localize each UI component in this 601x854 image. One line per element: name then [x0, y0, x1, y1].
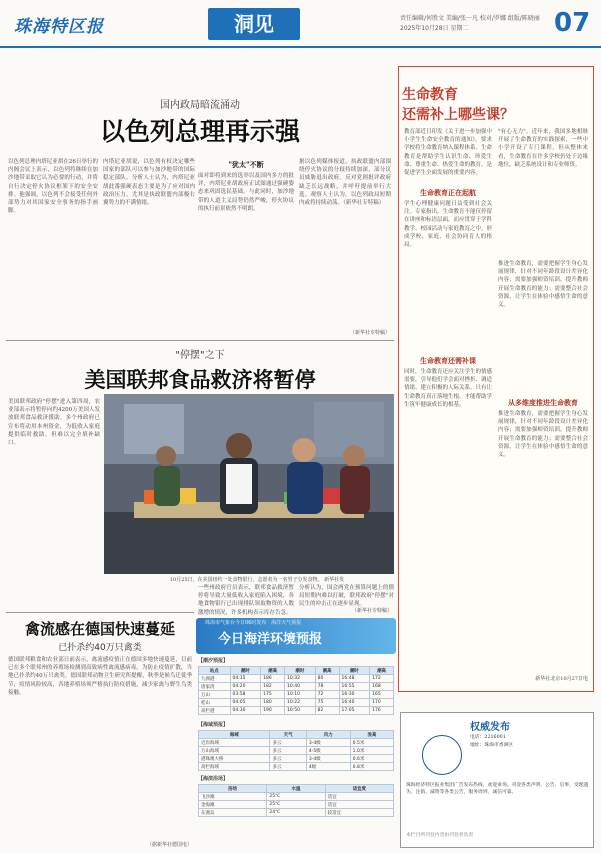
classified-logo-icon: [422, 735, 462, 775]
germany-headline: 禽流感在德国快速蔓延: [24, 620, 175, 638]
tide-table: [198, 666, 394, 715]
sea-cell: 港珠澳大桥: [199, 755, 270, 763]
sea-cell: 0.5米: [350, 739, 393, 747]
beach-row: [199, 793, 394, 801]
tide-cell: 80: [315, 675, 339, 683]
sea-cell: 1.0米: [350, 747, 393, 755]
tide-cell: 04:15: [230, 675, 261, 683]
masthead-meta: [400, 14, 550, 34]
beach-header-cell: 适宜度: [325, 785, 393, 793]
tide-header-cell: 潮高: [370, 667, 394, 675]
germany-byline: （据新华社德国电）: [146, 842, 192, 848]
tide-row: [199, 699, 394, 707]
food-bank-photo: [104, 394, 394, 574]
us-kicker: "停摆"之下: [175, 350, 225, 361]
israel-col-2: 内塔尼亚胡说，以色列有权决定哪些国家的部队可以参与加沙地带的国际稳定部队。分析人士认为，内塔尼亚胡此番强硬表态主要是为了应对国内政治压力，尤其是执政联盟内部极右翼势力的不满情绪。: [103, 159, 195, 207]
sea-header-cell: 海域: [199, 731, 270, 739]
tide-cell: 17:05: [339, 707, 370, 715]
tide-title: 【潮汐预报】: [198, 658, 229, 664]
tide-cell: 16:48: [339, 675, 370, 683]
life-edu-headline-2: 还需补上哪些课？: [402, 107, 514, 123]
sea-header-cell: 浪高: [350, 731, 393, 739]
tide-row: [199, 707, 394, 715]
tide-cell: 高栏港: [199, 707, 231, 715]
tide-cell: 10:50: [285, 707, 316, 715]
beach-cell: 飞沙滩: [199, 793, 267, 801]
tide-row: [199, 683, 394, 691]
us-col-1: 美国联邦政府"停摆"进入第四周，农业部表示将暂停向约4200万美国人发放联邦食品救济援助。多个州政府已宣布将动用本州资金，为低收入家庭提供临时救助，但难以完全填补缺口。: [8, 399, 100, 447]
tide-cell: 万山: [199, 691, 231, 699]
life-edu-subhead-2: 生命教育还需补课: [420, 356, 476, 365]
tide-cell: 10:32: [285, 675, 316, 683]
beach-cell: 金海滩: [199, 801, 267, 809]
tide-header-cell: 站点: [199, 667, 231, 675]
tide-cell: 165: [370, 691, 394, 699]
beach-cell: 适宜: [325, 793, 393, 801]
israel-col-3: 面对即将到来的选举以及国内多方的批评，内塔尼亚胡政府正试图通过强硬姿态来巩固选民基础。与此同时，加沙地带的人道主义局势仍然严峻，停火协议的执行前景依然不明朗。: [198, 173, 294, 212]
tide-header-cell: 潮时: [230, 667, 261, 675]
tide-cell: 唐家湾: [199, 683, 231, 691]
sea-row: [199, 763, 394, 771]
life-edu-para-2: "有心无力"。近年来，我国多地相继开展了生命教育的实践探索，一些中小学开设了专门课程，但从整体来看，生命教育在许多学校仍处于边缘地位，缺乏系统设计和专业师资。: [498, 129, 588, 168]
beach-row: [199, 809, 394, 817]
classified-note: 本栏目所刊登内容由刊登者负责: [406, 833, 474, 838]
tide-cell: 180: [261, 699, 285, 707]
sea-table: [198, 730, 394, 771]
beach-cell: 25℃: [267, 793, 325, 801]
life-edu-subhead-1: 生命教育正在起航: [420, 188, 476, 197]
sea-header-cell: 天气: [270, 731, 306, 739]
sea-cell: 4-5级: [306, 747, 350, 755]
tide-cell: 10:22: [285, 699, 316, 707]
beach-table: [198, 784, 394, 817]
tide-cell: 82: [315, 707, 339, 715]
page-number: 07: [554, 8, 591, 38]
life-edu-para-5: 同时，生命教育还应关注学生的情感需要，引导他们学会面对挫折、调适情绪、建立积极的人际关系。只有让生命教育真正落地生根，才能帮助学生筑牢健康成长的根基。: [404, 369, 493, 408]
photo-caption: 10月25日，在美国纽约一处食物银行，志愿者为一名男子分发食物。 新华社发: [169, 577, 345, 583]
sea-header-cell: 风力: [306, 731, 350, 739]
sea-row: [199, 755, 394, 763]
classified-line-1: 电话：2216001: [470, 735, 506, 740]
tide-cell: 04:20: [230, 683, 261, 691]
israel-subhead: "犹太"不断: [228, 160, 264, 169]
tide-cell: 182: [261, 683, 285, 691]
sea-cell: 0.8米: [350, 763, 393, 771]
tide-cell: 75: [315, 699, 339, 707]
tide-cell: 16:40: [339, 699, 370, 707]
germany-subhead: 已扑杀约40万只禽类: [58, 643, 142, 653]
tide-cell: 186: [261, 675, 285, 683]
tide-cell: 03:58: [230, 691, 261, 699]
beach-cell: 25℃: [267, 801, 325, 809]
germany-body: 德国联邦粮食和农业部日前表示，禽流感疫情正在德国多地快速蔓延，目前已在多个联邦州的养殖场检测到高致病性禽流感病毒。为防止疫情扩散，当地已扑杀约40万只禽类。德国联邦动物卫生研究所提醒，秋季是候鸟迁徙季节，疫情风险较高，各地养殖场须严格执行防疫措施，减少家禽与野生鸟类接触。: [8, 657, 192, 696]
masthead-date: 2025年10月28日 星期二: [400, 25, 469, 32]
beach-header-row: [199, 785, 394, 793]
sea-header-row: [199, 731, 394, 739]
tide-cell: 04:30: [230, 707, 261, 715]
brand-logo: 珠海特区报: [14, 17, 104, 37]
beach-row: [199, 801, 394, 809]
photo-illustration: [104, 394, 394, 574]
life-edu-para-4: 推进生命教育，需要把握学生身心发展规律，针对不同年龄段设计差异化内容；需要加强师资培训，提升教师开展生命教育的能力；需要整合社会资源，让学生在体验中感悟生命的意义。: [498, 261, 588, 309]
tide-row: [199, 691, 394, 699]
beach-cell: 24℃: [267, 809, 325, 817]
sea-title: 【海域预报】: [198, 722, 229, 728]
tide-cell: 10:40: [285, 683, 316, 691]
tide-cell: 172: [370, 675, 394, 683]
sea-cell: 万山海域: [199, 747, 270, 755]
beach-header-cell: 浴场: [199, 785, 267, 793]
beach-cell: 东澳岛: [199, 809, 267, 817]
us-col-2: 一些州政府官员表示，联邦食品救济暂停将导致大量低收入家庭陷入困境，各地食物银行已出现排队领取物资的人数激增的情况，许多机构表示库存告急。: [198, 585, 294, 616]
masthead-editors: 责任编辑/何胜文 美编/张一凡 校对/罗娜 组版/陈晓丽: [400, 15, 540, 22]
israel-col-1: 以色列总理内塔尼亚胡在26日举行的内阁会议上表示，以色列将继续在加沙地带采取它认为必要的行动，并将自行决定停火协议框架下的安全安排。他强调，以色列不会接受任何外部势力对其国家安全事务的指手画脚。: [8, 159, 98, 215]
weather-banner-title: 今日海洋环境预报: [218, 632, 323, 647]
life-edu-para-6: 推进生命教育，需要把握学生身心发展规律，针对不同年龄段设计差异化内容；需要加强师资培训，提升教师开展生命教育的能力；需要整合社会资源，让学生在体验中感悟生命的意义。: [498, 411, 588, 459]
life-edu-para-1: 教育部近日印发《关于进一步加强中小学生生命安全教育的通知》，要求学校将生命教育纳入课程体系。生命教育是帮助学生认识生命、珍爱生命、尊重生命、热爱生命的教育，是促进学生全面发展的重要内容。: [404, 129, 493, 177]
tide-cell: 176: [370, 707, 394, 715]
beach-title: 【海滨浴场】: [198, 776, 229, 782]
tide-header-row: [199, 667, 394, 675]
tide-cell: 78: [315, 683, 339, 691]
tide-cell: 168: [370, 683, 394, 691]
tide-cell: 桂山: [199, 699, 231, 707]
israel-byline: （新华社专特稿）: [349, 330, 390, 336]
sea-row: [199, 747, 394, 755]
classified-line-2: 地址：珠海市香洲区: [470, 743, 514, 748]
tide-header-cell: 潮时: [285, 667, 316, 675]
life-edu-para-3: 学生心理健康问题日益受到社会关注。专家指出，生命教育不能仅停留在讲座和标语层面，而应贯穿于学科教学、校园活动与家庭教育之中，形成学校、家庭、社会协同育人的格局。: [404, 201, 493, 249]
beach-header-cell: 水温: [267, 785, 325, 793]
life-edu-dateline: 新华社北京10月27日电: [535, 676, 588, 682]
sea-cell: 3-4级: [306, 739, 350, 747]
classified-body: 珠海经济特区报业集团广告发布热线，欢迎垂询。刊登各类声明、公告、启事，受理遗失、注销、减资等各类公告，服务周到，诚信可靠。: [406, 783, 589, 795]
sea-cell: 高栏海域: [199, 763, 270, 771]
divider: [6, 612, 194, 613]
masthead: [0, 0, 601, 48]
life-edu-subhead-3: 从多维度推进生命教育: [508, 398, 578, 407]
tide-cell: 175: [261, 691, 285, 699]
tide-header-cell: 潮高: [315, 667, 339, 675]
sea-row: [199, 739, 394, 747]
tide-cell: 16:30: [339, 691, 370, 699]
tide-header-cell: 潮时: [339, 667, 370, 675]
classified-title: 权威发布: [470, 722, 510, 733]
life-edu-headline-1: 生命教育: [402, 87, 458, 103]
israel-kicker: 国内政局暗流涌动: [160, 100, 240, 111]
tide-header-cell: 潮高: [261, 667, 285, 675]
sea-cell: 多云: [270, 755, 306, 763]
us-col-3: 分析认为，国会两党在预算问题上的僵局短期内难以打破，联邦政府"停摆"对民生的冲击正在逐步显现。: [299, 585, 394, 608]
tide-cell: 04:05: [230, 699, 261, 707]
tide-cell: 190: [261, 707, 285, 715]
sea-cell: 4级: [306, 763, 350, 771]
israel-headline: 以色列总理再示强: [99, 117, 300, 146]
tide-cell: 72: [315, 691, 339, 699]
sea-cell: 多云: [270, 747, 306, 755]
weather-banner-sub: 珠海市气象台今日06时发布 · 海洋天气预报: [205, 620, 302, 626]
sea-cell: 近岸海域: [199, 739, 270, 747]
israel-col-4: 据以色列媒体报道，执政联盟内部围绕停火协议的分歧持续加深，部分议员威胁退出政府。反对党则批评政府缺乏长远战略，并呼吁提前举行大选。观察人士认为，以色列政局短期内或将持续动荡。（新华社专特稿）: [299, 159, 391, 207]
sea-cell: 多云: [270, 739, 306, 747]
tide-cell: 170: [370, 699, 394, 707]
sea-cell: 3-4级: [306, 755, 350, 763]
tide-cell: 16:55: [339, 683, 370, 691]
tide-row: [199, 675, 394, 683]
section-title: 洞见: [208, 8, 300, 40]
tide-cell: 10:10: [285, 691, 316, 699]
sea-cell: 多云: [270, 763, 306, 771]
us-headline: 美国联邦食品救济将暂停: [84, 367, 316, 392]
beach-cell: 适宜: [325, 801, 393, 809]
beach-cell: 较适宜: [325, 809, 393, 817]
us-byline: （新华社专特稿）: [351, 608, 392, 614]
tide-cell: 九洲港: [199, 675, 231, 683]
sea-cell: 0.6米: [350, 755, 393, 763]
divider: [6, 340, 394, 341]
